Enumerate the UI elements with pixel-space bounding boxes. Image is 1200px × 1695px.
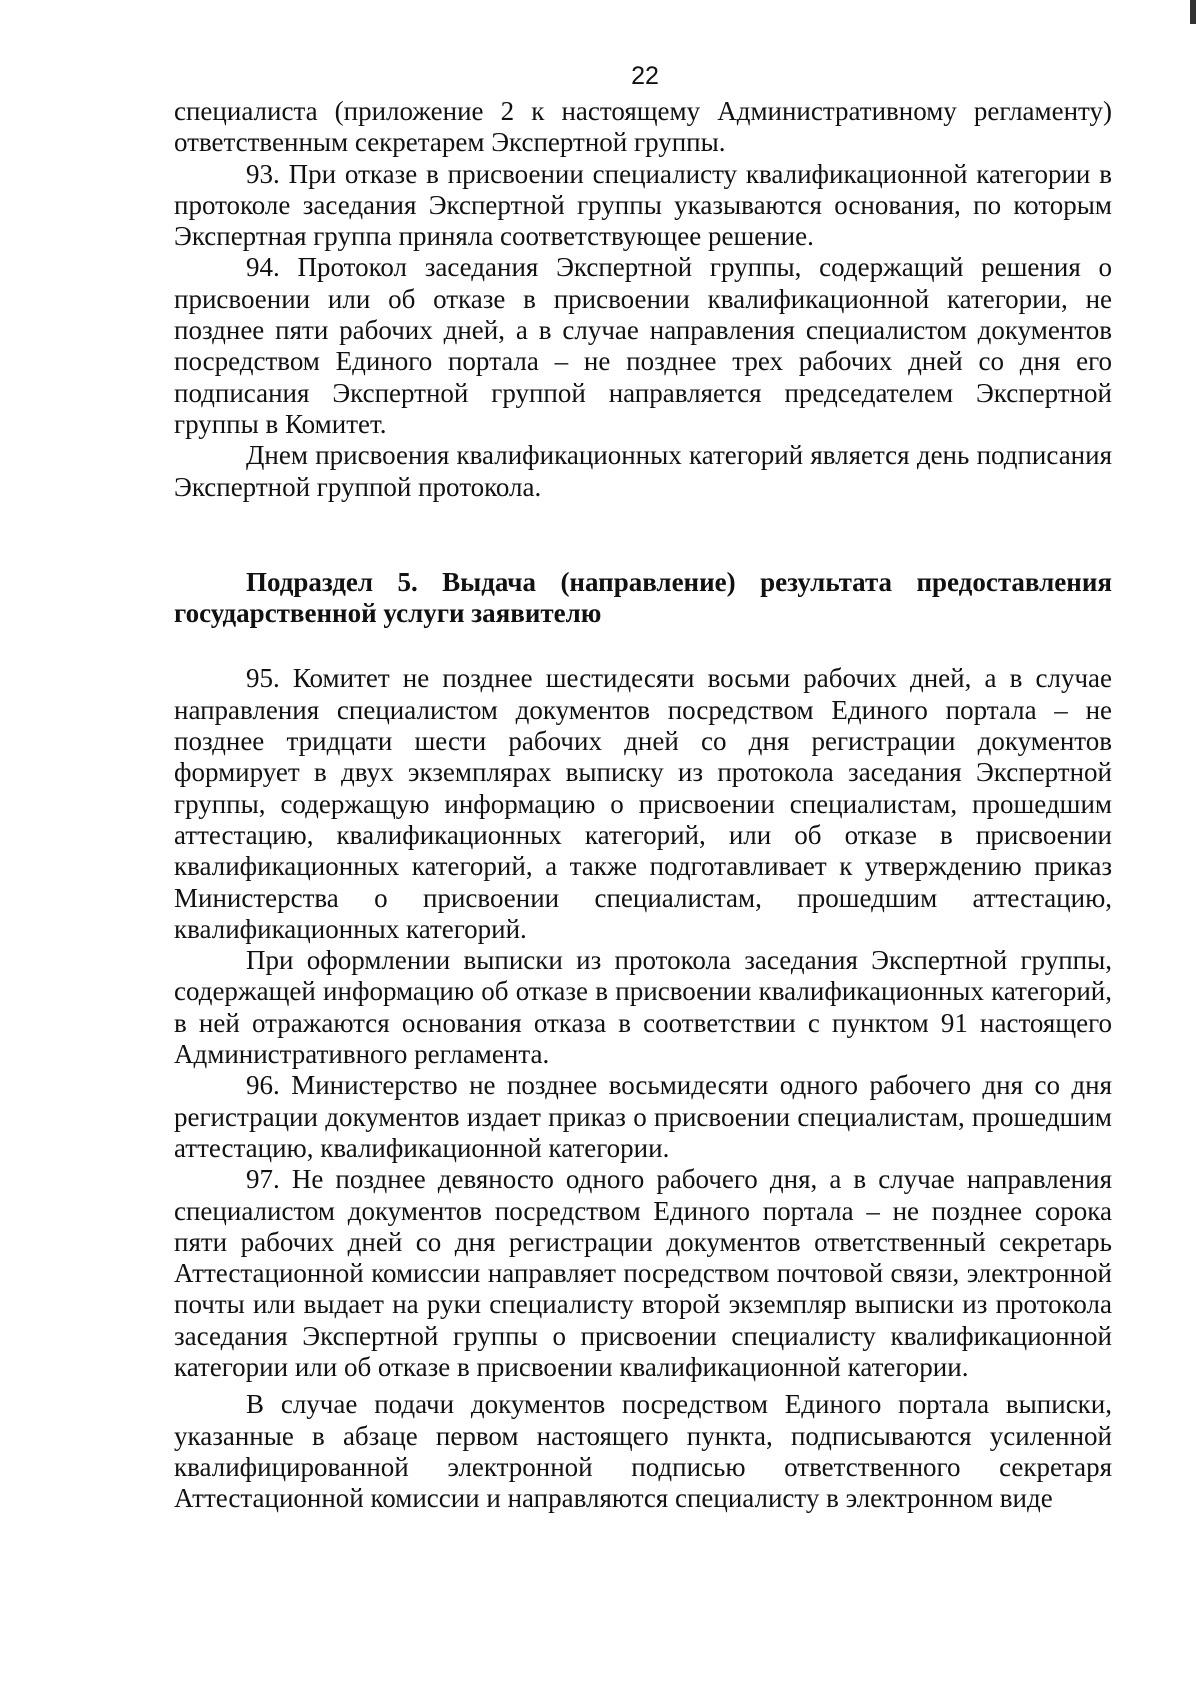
paragraph-97: 97. Не позднее девяносто одного рабочего дня, а в случае направления специалистом документов посредством Единого портала – не позднее сорока пяти рабочих дней со дня регистрации документов ответственный секретарь Аттестационной комиссии направляет посредством почтовой связи, электронной почты или выдает на руки специалисту второй экземпляр выписки из протокола заседания Экспертной группы о присвоении специалисту квалификационной категории или об отказе в присвоении квалификационной категории. [174, 1164, 1112, 1382]
paragraph-94: 94. Протокол заседания Экспертной группы, содержащий решения о присвоении или об отказе в присвоении квалификационной категории, не позднее пяти рабочих дней, а в случае направления специалистом документов посредством Единого портала – не позднее трех рабочих дней со дня его подписания Экспертной группой направляется председателем Экспертной группы в Комитет. [174, 252, 1112, 439]
paragraph-portal-submission: В случае подачи документов посредством Единого портала выписки, указанные в абзаце первом настоящего пункта, подписываются усиленной квалифицированной электронной подписью ответственного секретаря Аттестационной комиссии и направляются специалисту в электронном виде [174, 1389, 1112, 1514]
document-body [174, 96, 1112, 1514]
paragraph-93: 93. При отказе в присвоении специалисту квалификационной категории в протоколе заседания Экспертной группы указываются основания, по которым Экспертная группа приняла соответствующее решение. [174, 158, 1112, 252]
paragraph-extract-refusal: При оформлении выписки из протокола заседания Экспертной группы, содержащей информацию об отказе в присвоении квалификационных категорий, в ней отражаются основания отказа в соответствии с пунктом 91 настоящего Административного регламента. [174, 945, 1112, 1070]
paragraph-96: 96. Министерство не позднее восьмидесяти одного рабочего дня со дня регистрации документов издает приказ о присвоении специалистам, прошедшим аттестацию, квалификационной категории. [174, 1070, 1112, 1163]
subsection-heading: Подраздел 5. Выдача (направление) результата предоставления государственной услуги заявителю [174, 566, 1112, 629]
paragraph-continuation: специалиста (приложение 2 к настоящему Административному регламенту) ответственным секретарем Экспертной группы. [174, 96, 1112, 158]
paragraph-95: 95. Комитет не позднее шестидесяти восьми рабочих дней, а в случае направления специалистом документов посредством Единого портала – не позднее тридцати шести рабочих дней со дня регистрации документов формирует в двух экземплярах выписку из протокола заседания Экспертной группы, содержащую информацию о присвоении специалистам, прошедшим аттестацию, квалификационных категорий, или об отказе в присвоении квалификационных категорий, а также подготавливает к утверждению приказ Министерства о присвоении специалистам, прошедшим аттестацию, квалификационных категорий. [174, 663, 1112, 944]
paragraph-assignment-day: Днем присвоения квалификационных категорий является день подписания Экспертной группой протокола. [174, 440, 1112, 502]
page-number: 22 [631, 62, 659, 90]
scan-edge-mark [1190, 0, 1196, 24]
